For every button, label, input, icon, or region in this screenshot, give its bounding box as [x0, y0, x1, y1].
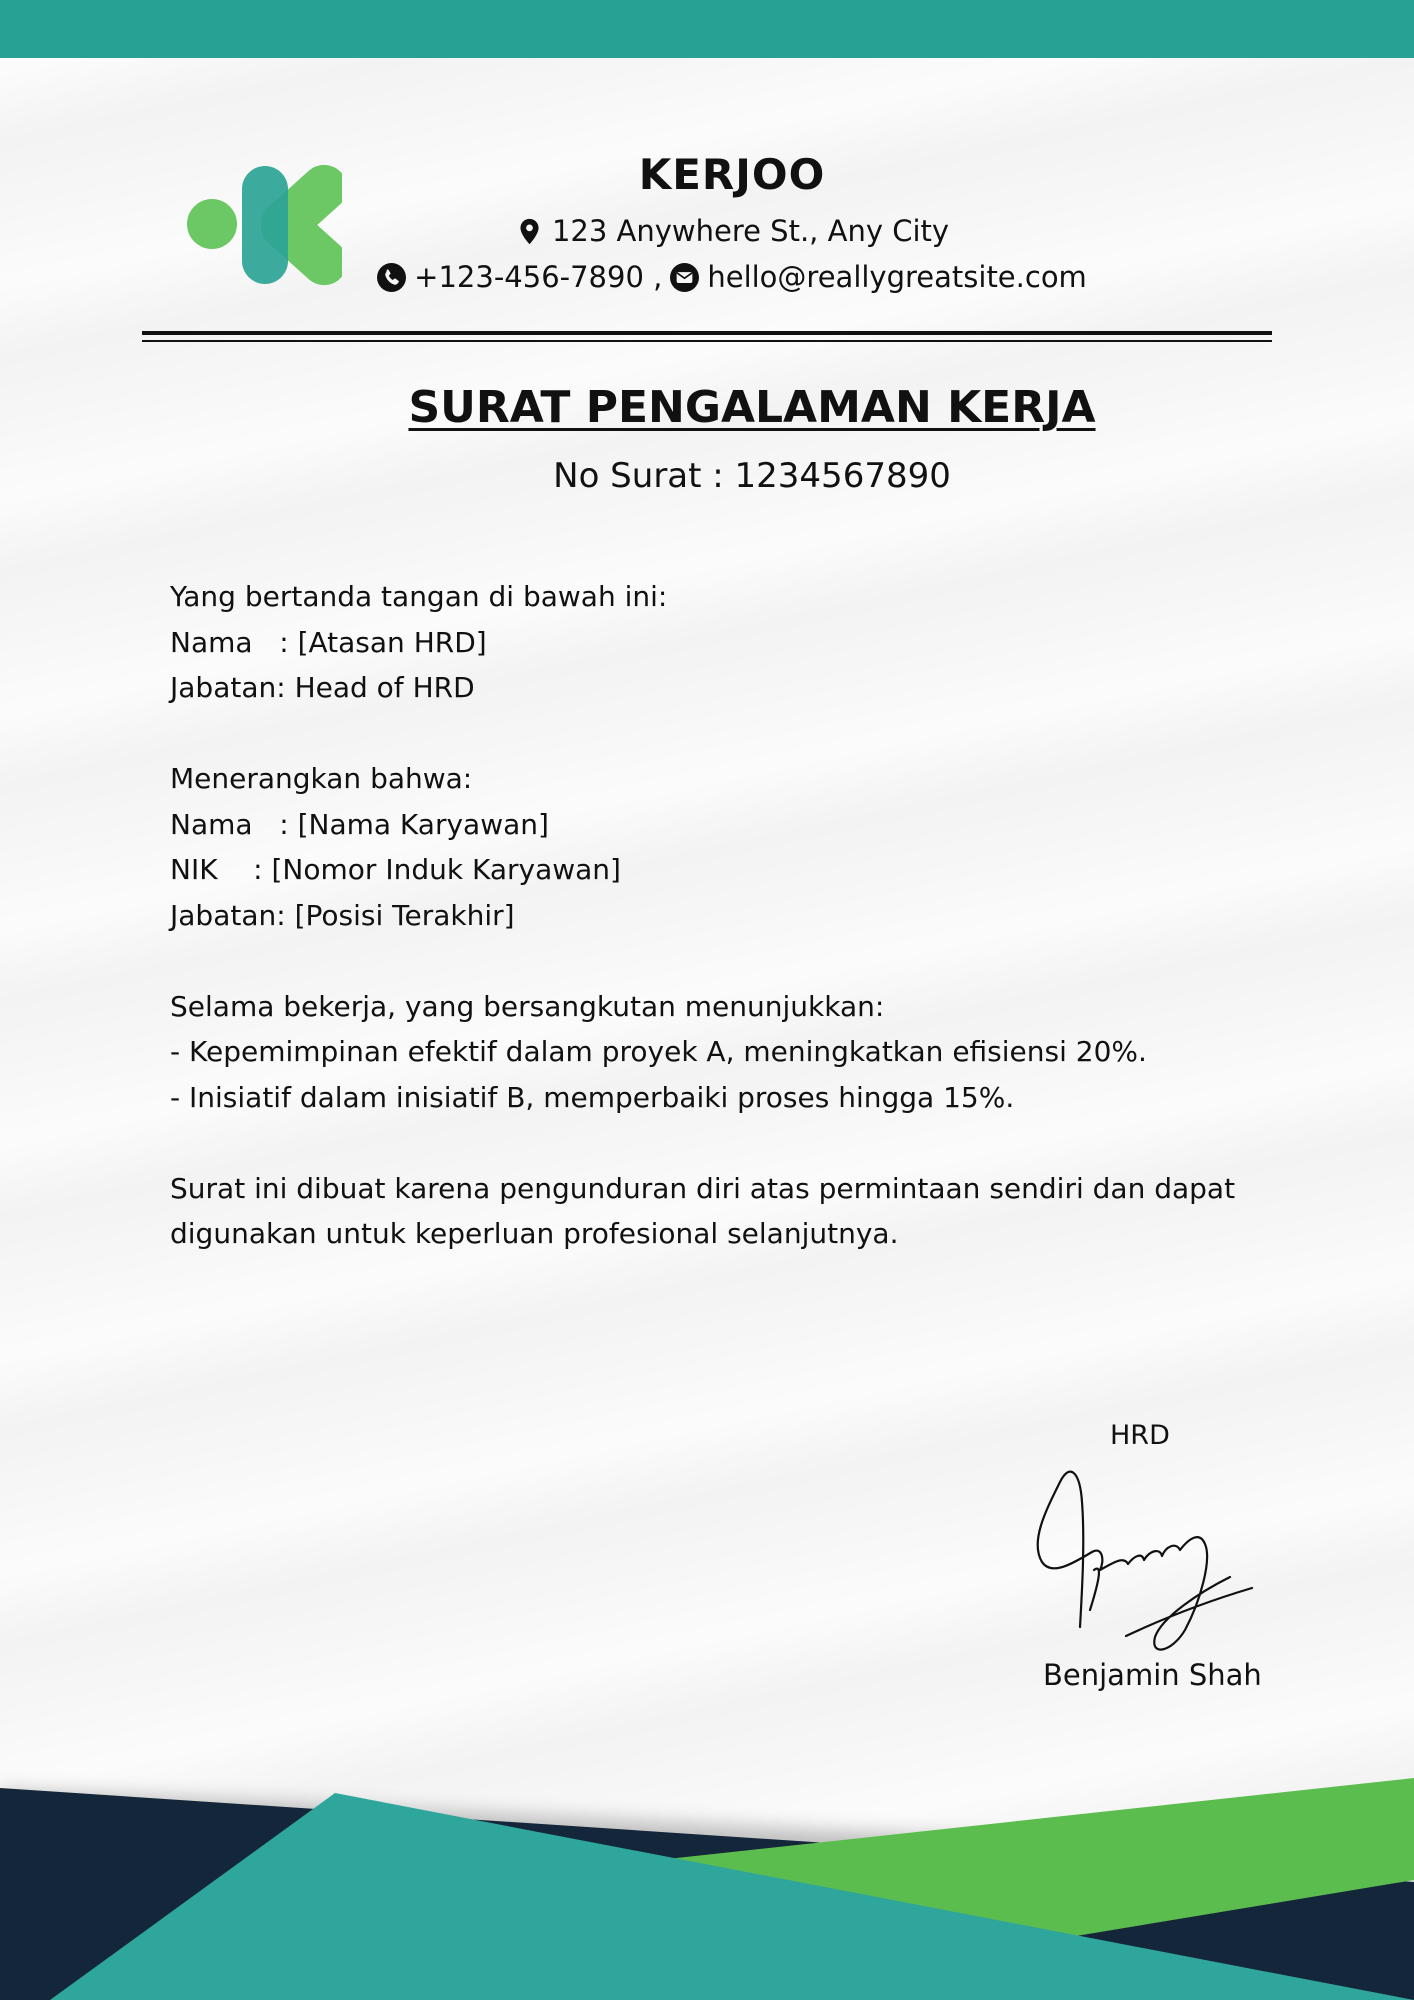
paragraph-gap [170, 711, 1270, 757]
intro-line: Yang bertanda tangan di bawah ini: [170, 580, 668, 613]
phone-icon [377, 263, 406, 292]
email-text: hello@reallygreatsite.com [707, 260, 1087, 294]
location-pin-icon [515, 217, 544, 246]
employee-id-line: NIK : [Nomor Induk Karyawan] [170, 853, 621, 886]
signer-name-line: Nama : [Atasan HRD] [170, 625, 487, 659]
achievement-item: - Kepemimpinan efektif dalam proyek A, meningkatkan efisiensi 20%. [170, 1035, 1147, 1068]
document-number: No Surat : 1234567890 [553, 456, 951, 496]
employee-name-line: Nama : [Nama Karyawan] [170, 807, 549, 841]
top-accent-bar [0, 0, 1414, 58]
achievement-item: - Inisiatif dalam inisiatif B, memperbaiki proses hingga 15%. [170, 1080, 1015, 1114]
statement-line: Menerangkan bahwa: [170, 762, 473, 795]
letter-body [170, 574, 1270, 1257]
handwritten-signature [1030, 1452, 1260, 1662]
envelope-icon [670, 263, 699, 292]
footer-decoration [0, 1730, 1414, 2000]
address-text: 123 Anywhere St., Any City [551, 214, 950, 248]
closing-line: digunakan untuk keperluan profesional selanjutnya. [170, 1217, 899, 1250]
paragraph-gap [170, 938, 1270, 984]
closing-line: Surat ini dibuat karena pengunduran diri atas permintaan sendiri dan dapat [170, 1171, 1236, 1205]
contact-address-line [0, 214, 1414, 248]
employee-position-line: Jabatan: [Posisi Terakhir] [170, 898, 515, 932]
header-divider-thick [142, 331, 1272, 335]
paragraph-gap [170, 1120, 1270, 1166]
header-divider-thin [142, 340, 1272, 342]
signature-role: HRD [1110, 1420, 1170, 1451]
signer-position-line: Jabatan: Head of HRD [170, 671, 475, 704]
company-name: KERJOO [638, 150, 826, 199]
signatory-name: Benjamin Shah [1043, 1658, 1262, 1692]
performance-intro-line: Selama bekerja, yang bersangkutan menunjukkan: [170, 989, 885, 1023]
contact-phone-email-line [0, 260, 1414, 294]
phone-text: +123-456-7890 , [414, 260, 663, 294]
document-title: SURAT PENGALAMAN KERJA [408, 382, 1096, 433]
